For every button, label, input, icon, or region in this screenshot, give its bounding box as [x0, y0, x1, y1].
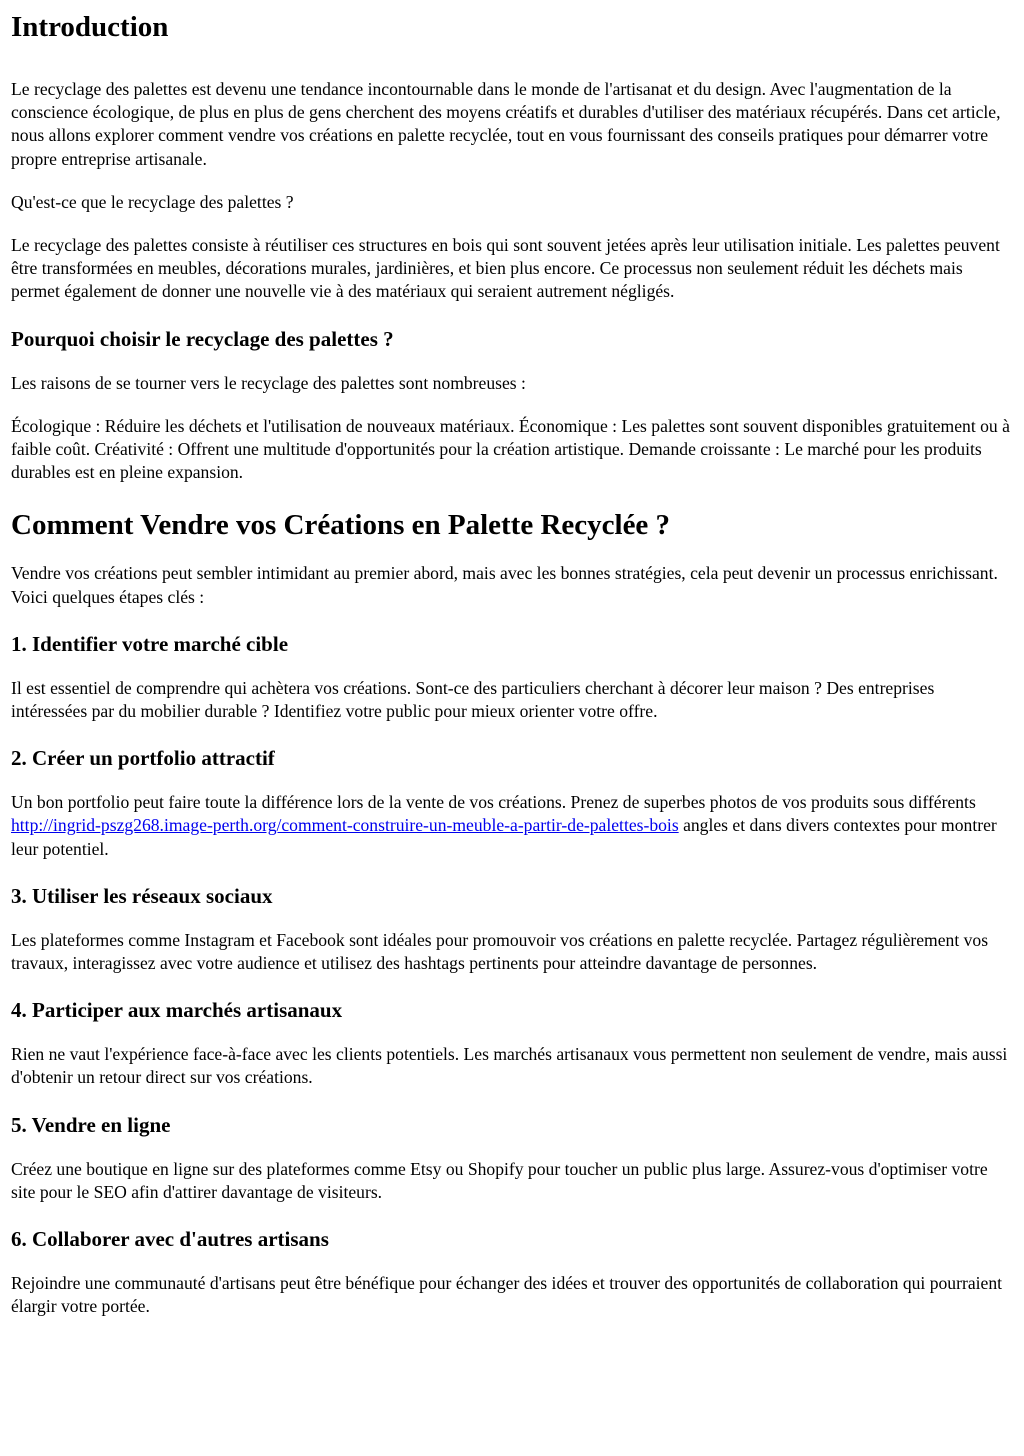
step-1-heading: 1. Identifier votre marché cible: [11, 631, 289, 656]
intro-paragraph: Le recyclage des palettes est devenu une tendance incontournable dans le monde de l'artisanat et du design. Avec l'augmentation de la conscience écologique, de plus en plus de gens cherchent des moyens créatifs et durables d'utiliser des matériaux récupérés. Dans cet article, nous allons explorer comment vendre vos créations en palette recyclée, tout en vous fournissant des conseils pratiques pour démarrer votre propre entreprise artisanale.: [11, 79, 1001, 169]
why-intro-paragraph: Les raisons de se tourner vers le recyclage des palettes sont nombreuses :: [11, 372, 526, 393]
step-4-text: Rien ne vaut l'expérience face-à-face avec les clients potentiels. Les marchés artisanaux vous permettent non seulement de vendre, mais aussi d'obtenir un retour direct sur vos créations.: [11, 1044, 1008, 1088]
why-heading: Pourquoi choisir le recyclage des palettes ?: [11, 326, 394, 351]
article: [0, 10, 1024, 1318]
step-4-heading: 4. Participer aux marchés artisanaux: [11, 998, 343, 1023]
portfolio-link[interactable]: http://ingrid-pszg268.image-perth.org/comment-construire-un-meuble-a-partir-de-palettes-bois: [11, 815, 679, 836]
step-2-text-before: Un bon portfolio peut faire toute la différence lors de la vente de vos créations. Prenez de superbes photos de vos produits sous différents: [11, 792, 976, 813]
step-6-text: Rejoindre une communauté d'artisans peut être bénéfique pour échanger des idées et trouver des opportunités de collaboration qui pourraient élargir votre portée.: [11, 1273, 1003, 1317]
sell-heading: Comment Vendre vos Créations en Palette Recyclée ?: [11, 509, 671, 542]
sell-intro-paragraph: Vendre vos créations peut sembler intimidant au premier abord, mais avec les bonnes stratégies, cela peut devenir un processus enrichissant. Voici quelques étapes clés :: [11, 563, 998, 607]
step-3-heading: 3. Utiliser les réseaux sociaux: [11, 883, 273, 908]
step-6-heading: 6. Collaborer avec d'autres artisans: [11, 1227, 329, 1252]
step-2-text: [11, 791, 1014, 861]
introduction-heading: Introduction: [11, 11, 169, 43]
step-3-text: Les plateformes comme Instagram et Facebook sont idéales pour promouvoir vos créations en palette recyclée. Partagez régulièrement vos travaux, interagissez avec votre audience et utilisez des hashtags pertinents pour atteindre davantage de personnes.: [11, 929, 989, 974]
step-2-heading: 2. Créer un portfolio attractif: [11, 746, 275, 771]
step-5-text: Créez une boutique en ligne sur des plateformes comme Etsy ou Shopify pour toucher un public plus large. Assurez-vous d'optimiser votre site pour le SEO afin d'attirer davantage de visiteurs.: [11, 1158, 988, 1202]
why-reasons-paragraph: Écologique : Réduire les déchets et l'utilisation de nouveaux matériaux. Économique : Les palettes sont souvent disponibles gratuitement ou à faible coût. Créativité : Offrent une multitude d'opportunités pour la création artistique. Demande croissante : Le marché pour les produits durables est en pleine expansion.: [11, 415, 1010, 483]
definition-paragraph: Le recyclage des palettes consiste à réutiliser ces structures en bois qui sont souvent jetées après leur utilisation initiale. Les palettes peuvent être transformées en meubles, décorations murales, jardinières, et bien plus encore. Ce processus non seulement réduit les déchets mais permet également de donner une nouvelle vie à des matériaux qui seraient autrement négligés.: [11, 235, 1000, 302]
question-paragraph: Qu'est-ce que le recyclage des palettes ?: [11, 191, 294, 212]
step-1-text: Il est essentiel de comprendre qui achètera vos créations. Sont-ce des particuliers cherchant à décorer leur maison ? Des entreprises intéressées par du mobilier durable ? Identifiez votre public pour mieux orienter votre offre.: [11, 677, 935, 722]
step-5-heading: 5. Vendre en ligne: [11, 1112, 171, 1137]
step-2-text-after: angles et dans divers contextes pour montrer leur potentiel.: [11, 815, 997, 859]
